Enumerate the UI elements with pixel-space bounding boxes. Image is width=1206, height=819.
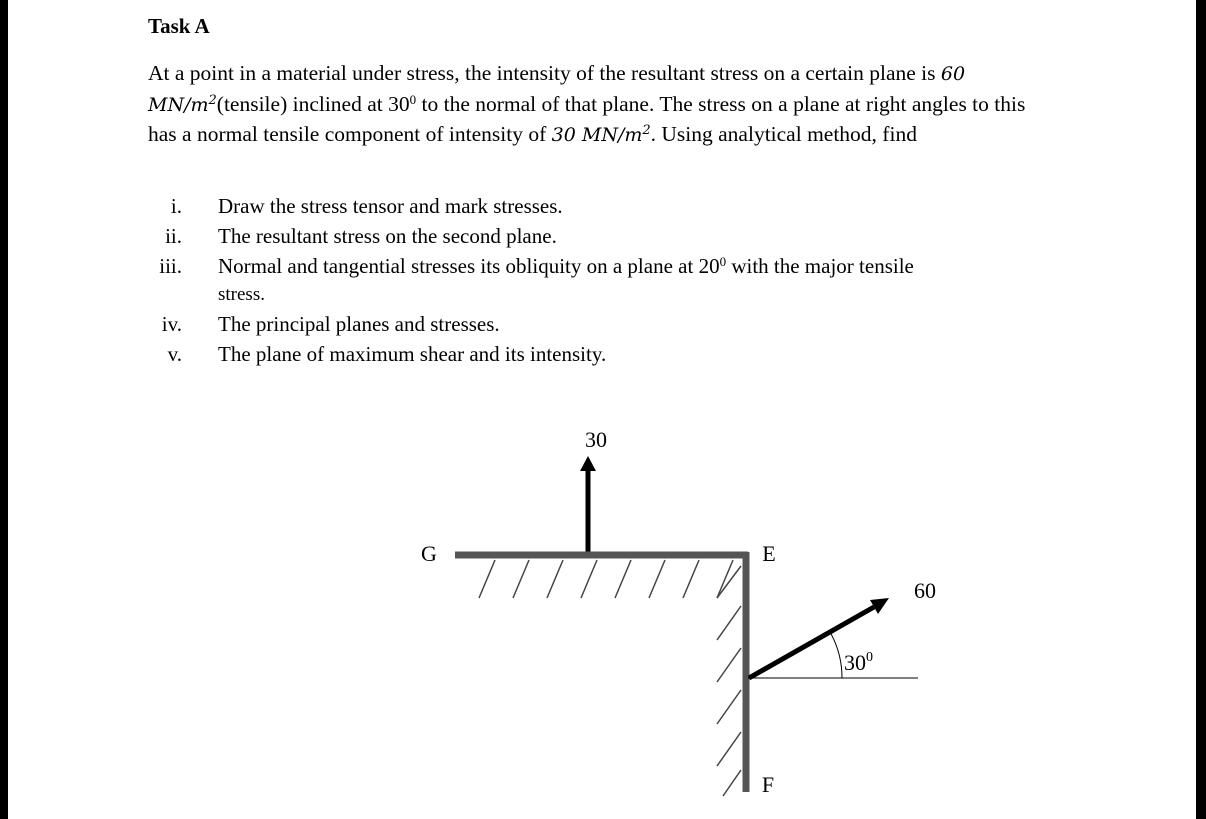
- list-item-number: iv.: [161, 312, 182, 336]
- label-60: 60: [914, 578, 936, 603]
- hatching-ef: [717, 566, 741, 796]
- list-item-text: Draw the stress tensor and mark stresses.: [218, 194, 563, 218]
- list-item-text: The principal planes and stresses.: [218, 312, 500, 336]
- list-item-text: The resultant stress on the second plane.: [218, 224, 557, 248]
- intro-text-2: (tensile) inclined at: [216, 91, 389, 116]
- angle-label: $30^0$: [844, 650, 873, 675]
- unit-mn-m2-second: $MN/m^2$: [581, 123, 651, 146]
- normal-stress-arrowhead: [580, 456, 596, 471]
- list-item-number: v.: [167, 342, 182, 366]
- intro-text-4: . Using analytical method, find: [650, 122, 917, 146]
- label-30: 30: [585, 427, 607, 452]
- list-item-number: i.: [170, 194, 182, 218]
- hatching-ge: [479, 560, 733, 598]
- task-title: Task A: [148, 14, 210, 38]
- label-f: F: [761, 772, 775, 797]
- list-item-number: iii.: [159, 254, 182, 278]
- value-30: 30: [551, 124, 582, 146]
- list-item-number: ii.: [165, 224, 182, 248]
- unit-mn-m2: $MN/m^2$: [148, 92, 217, 116]
- intro-text-3: to the normal of that plane. The stress on a plane at right angles to this has a normal tensile component of intensity of: [148, 91, 1026, 146]
- stress-diagram: [8, 0, 1196, 819]
- label-g: G: [421, 541, 437, 566]
- angle-30: $30^0$: [388, 91, 417, 116]
- list-item-continuation: stress.: [218, 284, 265, 305]
- label-e: E: [762, 541, 776, 566]
- angle-arc: [830, 632, 842, 678]
- document-page: [8, 0, 1196, 819]
- list-item-text: Normal and tangential stresses its obliquity on a plane at $20^0$ with the major tensile stress.: [218, 251, 1018, 309]
- list-item-text: The plane of maximum shear and its intensity.: [218, 342, 607, 366]
- intro-text-1: At a point in a material under stress, the intensity of the resultant stress on a certain plane is: [148, 61, 941, 85]
- value-60: 60: [940, 63, 966, 85]
- angle-20: $20^0$: [698, 254, 727, 278]
